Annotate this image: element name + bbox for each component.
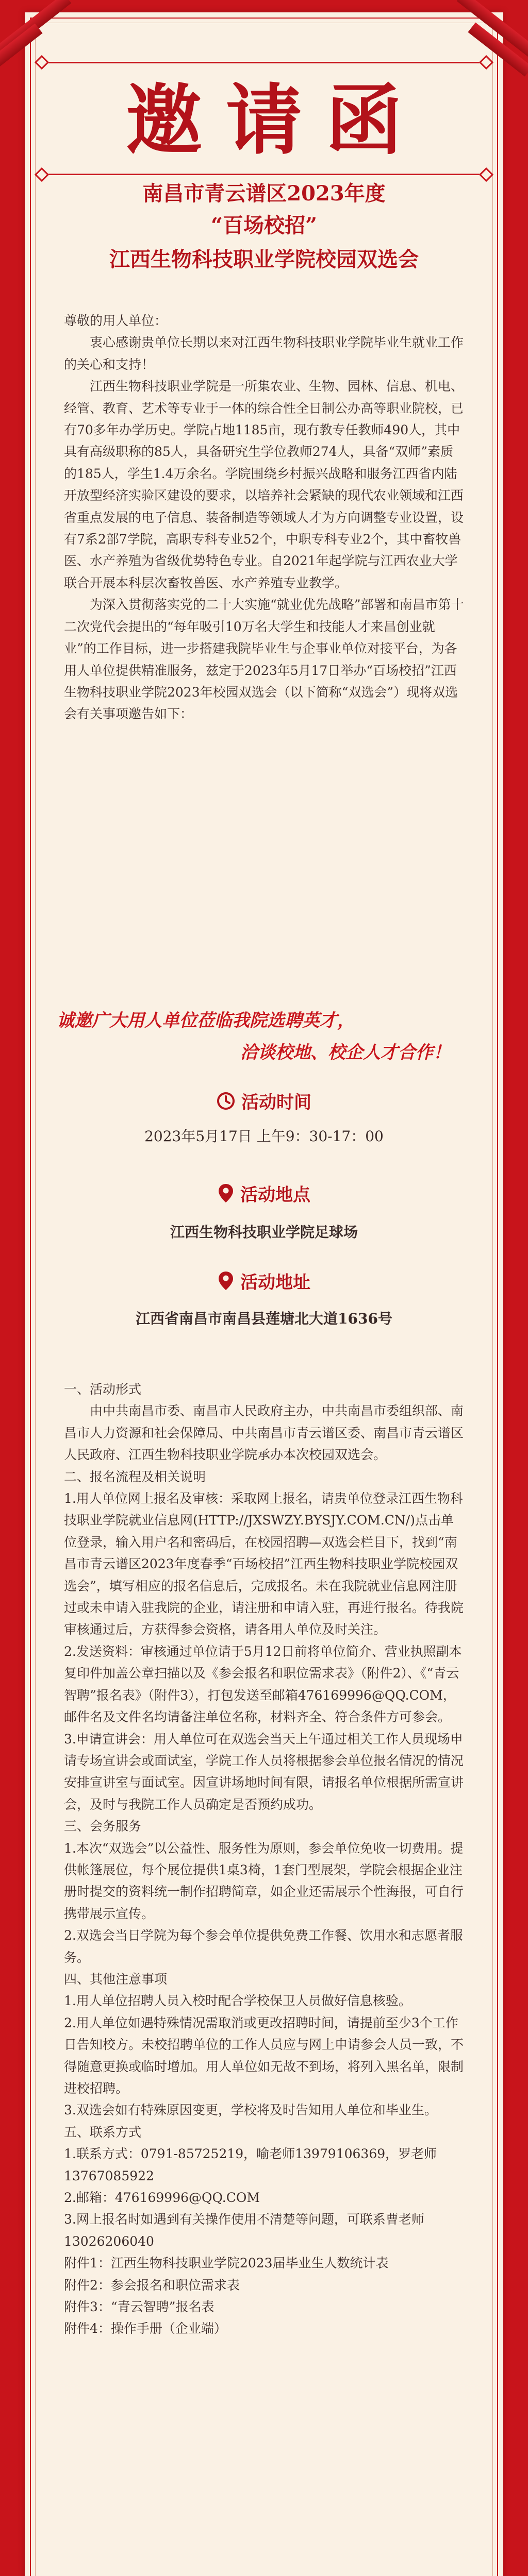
clock-icon: [217, 1092, 235, 1116]
event-address-value: 江西省南昌市南昌县莲塘北大道1636号: [136, 1310, 392, 1327]
intro-paragraph: 江西生物科技职业学院是一所集农业、生物、园林、信息、机电、经管、教育、艺术等专业于一体的综合性全日制公办高等职业院校，已有70多年办学历史。学院占地1185亩，现有教专任教师490人，其中具有高级职称的85人，具备研究生学位教师274人，具备“双师”素质的185人，学生1.4万余名。学院围绕乡村振兴战略和服务江西省内陆开放型经济实验区建设的要求，以培养社会紧缺的现代农业领域和江西省重点发展的电子信息、装备制造等领域人才为方向调整专业设置，设有7系2部7学院，高职专科专业52个，中职专科专业2个，其中畜牧兽医、水产养殖为省级优势特色专业。自2021年起学院与江西农业大学联合开展本科层次畜牧兽医、水产养殖专业教学。: [64, 379, 464, 590]
intro-section: [64, 310, 464, 725]
details-paragraph: 3.双选会如有特殊原因变更，学校将及时告知用人单位和毕业生。: [64, 2103, 437, 2118]
slogan-line-2: 洽谈校地、校企人才合作！: [240, 1042, 451, 1063]
details-paragraph: 3.申请宣讲会：用人单位可在双选会当天上午通过相关工作人员现场申请专场宣讲会或面试室，学院工作人员将根据参会单位报名情况的情况安排宣讲室与面试室。因宣讲场地时间有限，请报名单位根据所需宣讲会，及时与我院工作人员确定是否预约成功。: [64, 1731, 464, 1812]
title-rule-top: [41, 62, 487, 63]
details-list: [64, 1379, 464, 2340]
details-paragraph: 2.邮箱：476169996@QQ.COM: [64, 2190, 260, 2206]
details-paragraph: 2.用人单位如遇特殊情况需取消或更改招聘时间，请提前至少3个工作日告知校方。未校招聘单位的工作人员应与网上申请参会人员一致，不得随意更换或临时增加。用人单位如无故不到场，将列入黑名单，限制进校招聘。: [64, 2015, 464, 2096]
event-address-label: 活动地址: [240, 1272, 310, 1293]
location-pin-icon: [218, 1270, 234, 1297]
details-paragraph: 1.联系方式：0791-85725219，喻老师13979106369，罗老师13767085922: [64, 2146, 437, 2183]
details-paragraph: 由中共南昌市委、南昌市人民政府主办，中共南昌市委组织部、南昌市人力资源和社会保障局、中共南昌市青云谱区委、南昌市青云谱区人民政府、江西生物科技职业学院承办本次校园双选会。: [64, 1403, 464, 1463]
title-rule-bottom: [41, 174, 487, 175]
title-frame: [41, 62, 487, 175]
details-section: [64, 1379, 464, 2340]
details-paragraph: 3.网上报名时如遇到有关操作使用不清楚等问题，可联系曹老师13026206040: [64, 2212, 424, 2249]
details-paragraph: 2.发送资料：审核通过单位请于5月12日前将单位简介、营业执照副本复印件加盖公章扫描以及《参会报名和职位需求表》（附件2）、《“青云智聘”报名表》（附件3），打包发送至邮箱476169996@QQ.COM，邮件名及文件名均请备注单位名称，材料齐全、符合条件方可参会。: [64, 1643, 462, 1725]
event-time-heading: [0, 1091, 528, 1114]
details-paragraph: 附件4：操作手册（企业端）: [64, 2321, 227, 2336]
details-paragraph: 1.本次“双选会”以公益性、服务性为原则，参会单位免收一切费用。提供帐篷展位，每个展位提供1桌3椅，1套门型展架，学院会根据企业注册时提交的资料统一制作招聘简章，如企业还需展示个性海报，可自行携带展示宣传。: [64, 1840, 464, 1921]
details-paragraph: 2.双选会当日学院为每个参会单位提供免费工作餐、饮用水和志愿者服务。: [64, 1928, 463, 1965]
details-paragraph: 四、其他注意事项: [64, 1971, 168, 1987]
details-paragraph: 二、报名流程及相关说明: [64, 1469, 206, 1484]
details-paragraph: 附件1：江西生物科技职业学院2023届毕业生人数统计表: [64, 2256, 389, 2271]
event-place-label: 活动地点: [240, 1184, 310, 1206]
event-place-heading: [0, 1183, 528, 1206]
details-paragraph: 附件3：“青云智聘”报名表: [64, 2299, 214, 2315]
details-paragraph: 附件2：参会报名和职位需求表: [64, 2277, 240, 2293]
details-paragraph: 1.用人单位招聘人员入校时配合学校保卫人员做好信息核验。: [64, 1993, 411, 2009]
location-pin-icon: [218, 1183, 234, 1209]
slogan-line-1: 诚邀广大用人单位莅临我院选聘英才，: [57, 1010, 355, 1031]
details-paragraph: 一、活动形式: [64, 1382, 142, 1397]
event-place-value: 江西生物科技职业学院足球场: [170, 1224, 358, 1241]
details-paragraph: 五、联系方式: [64, 2124, 142, 2140]
event-address-heading: [0, 1270, 528, 1293]
details-paragraph: 三、会务服务: [64, 1819, 142, 1834]
event-time-label: 活动时间: [241, 1092, 311, 1113]
subtitle-line-1: 南昌市青云谱区2023年度: [142, 181, 386, 206]
intro-paragraph: 为深入贯彻落实党的二十大实施“就业优先战略”部署和南昌市第十二次党代会提出的“每年吸引10万名大学生和技能人才来昌创业就业”的工作目标，进一步搭建我院毕业生与企事业单位对接平台，为各用人单位提供精准服务，兹定于2023年5月17日举办“百场校招”江西生物科技职业学院2023年校园双选会（以下简称“双选会”）现将双选会有关事项邀告如下：: [64, 597, 464, 722]
details-paragraph: 1.用人单位网上报名及审核：采取网上报名，请贵单位登录江西生物科技职业学院就业信息网(HTTP://JXSWZY.BYSJY.COM.CN/)点击单位登录，输入用户名和密码后，在校园招聘—双选会栏目下，找到“南昌市青云谱区2023年度春季“百场校招”江西生物科技职业学院校园双选会”，填写相应的报名信息后，完成报名。未在我院就业信息网注册过或未申请入驻我院的企业，请注册和申请入驻，再进行报名。待我院审核通过后，方获得参会资格，请各用人单位及时关注。: [64, 1491, 464, 1637]
slogan: [57, 1005, 471, 1069]
greeting: 尊敬的用人单位：: [64, 313, 168, 328]
intro-paragraph: 衷心感谢贵单位长期以来对江西生物科技职业学院毕业生就业工作的关心和支持！: [64, 335, 464, 372]
page-title: 邀请函: [126, 75, 426, 165]
subtitle-line-2: “百场校招”: [210, 213, 317, 238]
subtitle-line-3: 江西生物科技职业学院校园双选会: [109, 247, 419, 272]
event-time-value: 2023年5月17日 上午9：30-17：00: [144, 1128, 384, 1145]
